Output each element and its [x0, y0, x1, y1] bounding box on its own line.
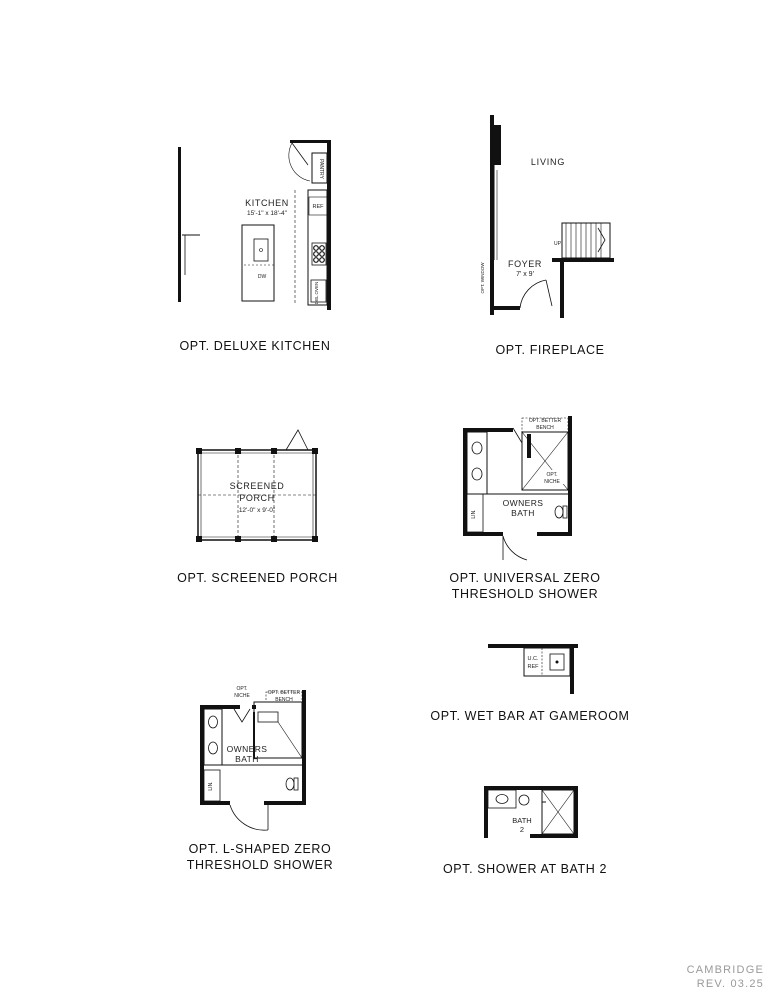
porch-room-name-1: SCREENED [229, 481, 285, 491]
front-door [520, 280, 546, 308]
vanity [204, 709, 222, 765]
linen-label: LIN. [208, 781, 214, 791]
fireplace-icon [494, 125, 501, 165]
kitchen-left-wall [178, 147, 181, 302]
deluxe-kitchen-caption: OPT. DELUXE KITCHEN [179, 339, 331, 353]
linen-label: LIN. [471, 509, 477, 519]
bath-door [503, 536, 527, 560]
deluxe-kitchen-plan [170, 135, 345, 315]
kitchen-room-size: 15'-1" x 18'-4" [247, 210, 287, 217]
screened-porch-caption: OPT. SCREENED PORCH [177, 571, 338, 585]
oven-label: DBL OVEN [314, 281, 319, 305]
gameroom-wall [488, 644, 578, 648]
owners-label: OWNERS [502, 498, 544, 508]
fireplace-caption: OPT. FIREPLACE [495, 343, 605, 357]
universal-shower-caption: OPT. UNIVERSAL ZERO THRESHOLD SHOWER [449, 571, 601, 601]
bath2-shower-caption: OPT. SHOWER AT BATH 2 [442, 862, 608, 876]
sink-icon [209, 716, 218, 728]
bath2-label-2: 2 [519, 825, 525, 834]
bath2-shower-plan [480, 780, 585, 845]
plan-name: CAMBRIDGE [686, 964, 764, 976]
screened-porch-plan [190, 425, 330, 550]
sink-icon [472, 442, 482, 454]
plan-stamp [687, 964, 764, 990]
toilet-icon [555, 506, 563, 518]
up-label: UP [554, 241, 561, 247]
ref-label: REF [312, 204, 324, 210]
porch-room-name-2: PORCH [239, 493, 275, 503]
uc-ref-label-2: REF [527, 664, 539, 670]
fireplace-plan [470, 110, 630, 325]
l-shaped-shower-plan [192, 680, 327, 835]
cooktop [312, 243, 326, 265]
sink-icon [209, 742, 218, 754]
l-shaped-shower-caption: OPT. L-SHAPED ZERO THRESHOLD SHOWER [186, 842, 334, 872]
kitchen-right-wall [327, 140, 331, 310]
bench-label-2: BENCH [275, 697, 293, 703]
sink-icon [254, 239, 268, 261]
wet-bar-counter [524, 648, 570, 676]
sink-icon [472, 468, 482, 480]
niche-label-1: OPT. [236, 686, 248, 692]
living-label: LIVING [530, 157, 566, 167]
bath2-label-1: BATH [512, 816, 532, 825]
pantry-label: PANTRY [318, 159, 324, 179]
bath-label: BATH [235, 754, 259, 764]
opt-niche [234, 709, 250, 722]
bath-door [230, 805, 268, 830]
foyer-size: 7' x 9' [516, 271, 534, 278]
foyer-label: FOYER [507, 259, 543, 269]
bench-label-1: OPT. BETTER [528, 418, 562, 424]
niche-label-1: OPT. [546, 472, 558, 478]
toilet-icon [519, 795, 529, 805]
bench-label-1: OPT. BETTER [267, 690, 301, 696]
uc-ref-label-1: U.C. [527, 656, 539, 662]
stairs-icon [562, 223, 610, 258]
porch-door [286, 430, 308, 450]
niche-label-2: NICHE [234, 693, 250, 699]
toilet-icon [286, 778, 294, 790]
bench-label-2: BENCH [536, 425, 554, 431]
wet-bar-plan [484, 638, 584, 698]
plan-revision: REV. 03.25 [696, 978, 764, 990]
fireplace-left-wall [490, 115, 494, 315]
opt-window-label: OPT. WINDOW [480, 262, 485, 294]
vanity [467, 432, 487, 494]
owners-label: OWNERS [226, 744, 268, 754]
universal-shower-plan [455, 408, 590, 563]
porch-room-size: 12'-0" x 9'-0" [238, 507, 276, 514]
kitchen-room-name: KITCHEN [245, 198, 289, 208]
niche-label-2: NICHE [544, 479, 560, 485]
vanity [488, 790, 516, 808]
wet-bar-caption: OPT. WET BAR AT GAMEROOM [430, 709, 630, 723]
sink-icon [496, 795, 508, 804]
kitchen-island [242, 225, 274, 301]
bath-label: BATH [511, 508, 535, 518]
dw-label: DW [257, 274, 267, 280]
